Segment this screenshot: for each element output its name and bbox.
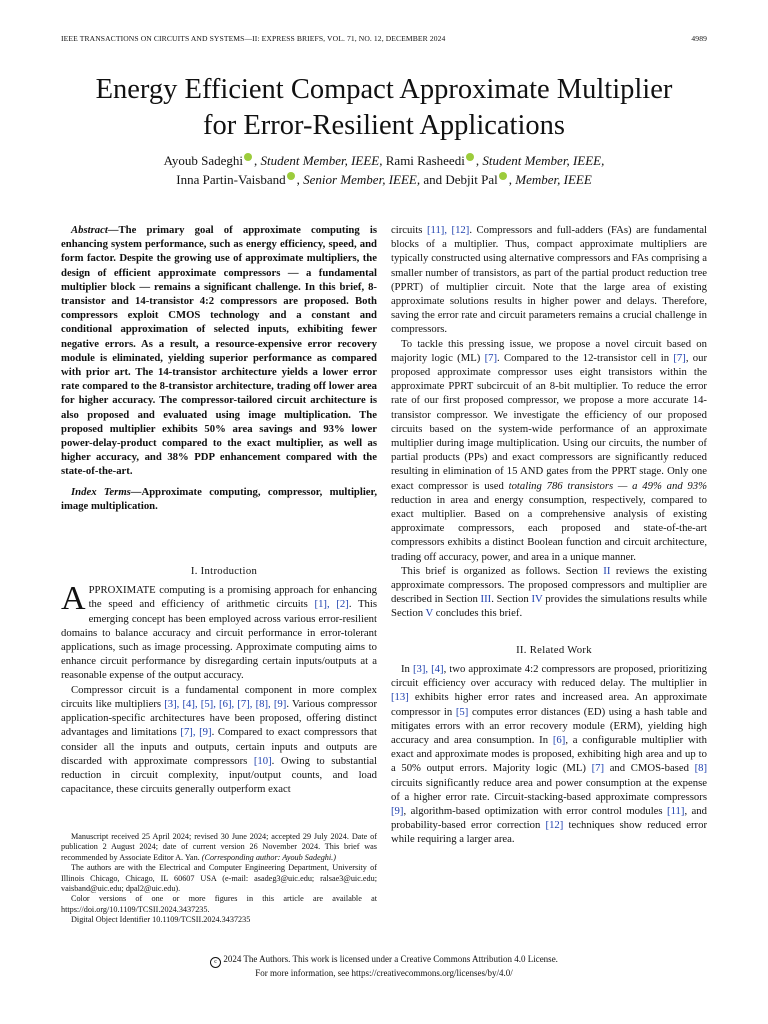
page-number: 4989 — [691, 34, 707, 43]
section-heading-introduction: I. Introduction — [190, 565, 258, 578]
right-column — [391, 223, 707, 847]
footnote-affiliation: The authors are with the Electrical and Computer Engineering Department, University of Illinois Chicago, Chicago, IL 60607 USA (e-mail: asadeg3@uic.edu; ralsae3@uic.edu; vaisband@uic.edu; dpal2@uic.edu). — [61, 863, 377, 894]
abstract — [61, 223, 377, 479]
citation-link[interactable]: [3], [4] — [412, 662, 444, 675]
author-conjunction: and — [423, 172, 443, 187]
author-role: Senior Member, IEEE, — [303, 172, 421, 187]
abstract-text: The primary goal of approximate computing is enhancing system performance, such as energy efficiency, speed, and form factor. Despite the growing use of approximate multipliers, the design of efficient approximate compressors — a fundamental multiplier block — remains a significant challenge. In this brief, 8-transistor and 14-transistor 4:2 compressors are proposed. Both compressors exploit CMOS technology and a constant and conditional approximation of selected inputs, exhibiting fewer negative errors. As a result, a resource-expensive error recovery module is eliminated, yielding superior performance as compared with prior art. The 14-transistor architecture yields a lower error rate compared to the 8-transistor architecture, trading off lower area for higher accuracy. The compressor-tailored circuit architecture is also proposed and evaluated using image multiplication. The proposed multiplier exhibits 50% area savings and 93% lower power-delay-product compared to the exact multiplier, as well as higher accuracy, and 38% PDP enhancement compared with the state-of-the-art. — [61, 224, 377, 478]
title-line-2: for Error-Resilient Applications — [203, 110, 565, 141]
author-name: Rami Rasheedi — [385, 153, 465, 168]
citation-link[interactable]: [13] — [391, 691, 409, 704]
intro-paragraph-4: To tackle this pressing issue, we propose a novel circuit based on majority logic (ML) [7]. Compared to the 12-transistor cell in [7], our proposed approximate compressor uses eight transistors within the approximate PPRT subcircuit of an 8-bit multiplier. To reduce the error rate of our first proposed compressor, we propose a more accurate 14-transistor compressor. We investigate the efficiency of our proposed circuits based on the system-wide performance of an approximate multiplier during image multiplication. Using our circuits, the number of partial products (PPs) and exact compressors are significantly reduced resulting in elimination of 15 AND gates from the PPRT stage. Only one exact compressor is used totaling 786 transistors — a 49% and 93% reduction in area and energy consumption, respectively, compared to exact multiplier. Based on a comprehensive analysis of existing approximate compressors, each proposed and state-of-the-art compressors exhibits a distinct Boolean function and circuit architecture, trading off accuracy, power, and area in a unique manner. — [391, 337, 708, 563]
intro-paragraph-5: This brief is organized as follows. Section II reviews the existing approximate compressors. The proposed compressors and multiplier are described in Section III. Section IV provides the simulations results while Section V concludes this brief. — [391, 564, 708, 620]
authors-line-1: Ayoub Sadeghi , Student Member, IEEE, Rami Rasheedi , Student Member, IEEE, — [163, 153, 605, 168]
citation-link[interactable]: [12] — [545, 819, 564, 832]
citation-link[interactable]: [7] — [591, 762, 605, 775]
footnote — [61, 832, 377, 926]
copyright-icon: c — [210, 957, 221, 968]
intro-paragraph-1: APPROXIMATE computing is a promising approach for enhancing the speed and efficiency of arithmetic circuits [1], [2]. This emerging concept has been employed across various error-resilient domains to balance accuracy and circuit performance in error-tolerant applications, such as image processing. Approximate computing aims to enhance circuit performance by disregarding certain inputs/outputs at a reasonable expense of the output accuracy. — [61, 580, 377, 682]
citation-link[interactable]: [11], [12] — [426, 224, 470, 236]
citation-link[interactable]: [9] — [391, 804, 404, 817]
citation-link[interactable]: [11] — [667, 804, 685, 817]
intro-paragraph-2: Compressor circuit is a fundamental component in more complex circuits like multipliers [3], [4], [5], [6], [7], [8], [9]. Various compressor application-specific architectures have been proposed, offering distinct advantages and limitations [7], [9]. Compared to exact compressors that consider all the inputs and outputs, certain inputs and outputs are discarded with approximate compressors [10]. Owing to substantial reduction in circuit complexity, input/output counts, and load capacitance, these circuits generally outperform exact — [61, 683, 378, 796]
citation-link[interactable]: [8] — [694, 762, 708, 775]
citation-link[interactable]: [5] — [455, 705, 469, 718]
journal-name: IEEE TRANSACTIONS ON CIRCUITS AND SYSTEMS—II: EXPRESS BRIEFS, VOL. 71, NO. 12, DECEMBER 2024 — [61, 34, 446, 43]
section-link[interactable]: V — [425, 607, 434, 620]
license-line-2[interactable]: For more information, see https://creativecommons.org/licenses/by/4.0/ — [255, 968, 513, 978]
citation-link[interactable]: [7] — [673, 351, 686, 364]
license-notice — [0, 954, 768, 980]
citation-link[interactable]: [6] — [552, 733, 566, 746]
author-name: Ayoub Sadeghi — [163, 153, 243, 168]
footnote-doi: Digital Object Identifier 10.1109/TCSII.2024.3437235 — [71, 915, 251, 925]
index-terms-label: Index Terms— — [71, 485, 142, 498]
author-role: Student Member, IEEE, — [260, 153, 383, 168]
orcid-icon[interactable] — [287, 172, 295, 180]
title-line-1: Energy Efficient Compact Approximate Multiplier — [95, 74, 673, 105]
author-name: Inna Partin-Vaisband — [176, 172, 286, 187]
citation-link[interactable]: [7], [9] — [180, 726, 212, 739]
abstract-label: Abstract— — [71, 224, 119, 236]
authors-line-2: Inna Partin-Vaisband , Senior Member, IEEE, and Debjit Pal , Member, IEEE — [176, 172, 592, 187]
author-role: Member, IEEE — [515, 172, 592, 187]
section-link[interactable]: IV — [531, 593, 543, 606]
orcid-icon[interactable] — [466, 153, 474, 161]
license-line-1: c 2024 The Authors. This work is licensed under a Creative Commons Attribution 4.0 License. — [0, 954, 768, 968]
citation-link[interactable]: [7] — [484, 351, 498, 364]
section-link[interactable]: III — [480, 593, 492, 606]
orcid-icon[interactable] — [499, 172, 507, 180]
paper-title — [40, 72, 728, 144]
footnote-manuscript: Manuscript received 25 April 2024; revised 30 June 2024; accepted 29 July 2024. Date of publication 2 August 2024; date of current version 26 November 2024. This brief was recommended by Associate Editor A. Yan. (Corresponding author: Ayoub Sadeghi.) — [61, 832, 377, 862]
citation-link[interactable]: [1], [2] — [314, 598, 349, 611]
index-terms-text: Approximate computing, compressor, multiplier, image multiplication. — [61, 485, 377, 512]
section-heading-related-work: II. Related Work — [516, 643, 592, 656]
orcid-icon[interactable] — [244, 153, 252, 161]
footnote-color-versions: Color versions of one or more figures in this article are available at https://doi.org/10.1109/TCSII.2024.3437235. — [61, 894, 377, 914]
author-name: Debjit Pal — [445, 172, 498, 187]
left-column — [61, 223, 377, 796]
author-list — [60, 151, 708, 189]
citation-link[interactable]: [10] — [253, 754, 272, 767]
intro-paragraph-3: circuits [11], [12]. Compressors and full-adders (FAs) are fundamental blocks of a multiplier. Thus, compact approximate multipliers are typically constructed using alternative compressors and FAs comprising a smaller number of transistors, as part of the partial product reduction tree (PPRT) of multiplier circuit. Note that the large area of existing approximate solutions results in higher power and delays. Therefore, saving the error rate and circuit parameters remains a crucial challenge in compressors. — [391, 224, 708, 336]
running-head — [61, 34, 707, 43]
related-work-paragraph: In [3], [4], two approximate 4:2 compressors are proposed, prioritizing circuit efficiency over accuracy with reduced delay. The multiplier in [13] exhibits higher error rates and increased area. An approximate compressor in [5] computes error distances (ED) using a hash table and mitigates errors with an error recovery module (ERM), yielding high accuracy and area consumption. In [6], a configurable multiplier with exact and approximate modes is proposed, exhibiting high area and up to a 50% output errors. Majority logic (ML) [7] and CMOS-based [8] circuits significantly reduce area and power consumption at the expense of a higher error rate. Circuit-stacking-based approximate compressors [9], algorithm-based optimization with error control modules [11], and probability-based error correction [12] techniques show reduced error while requiring a larger area. — [391, 662, 708, 846]
citation-link[interactable]: [3], [4], [5], [6], [7], [8], [9] — [164, 697, 287, 710]
drop-cap: A — [61, 580, 86, 618]
section-link[interactable]: II — [603, 564, 611, 577]
author-role: Student Member, IEEE, — [482, 153, 605, 168]
index-terms — [61, 485, 377, 513]
